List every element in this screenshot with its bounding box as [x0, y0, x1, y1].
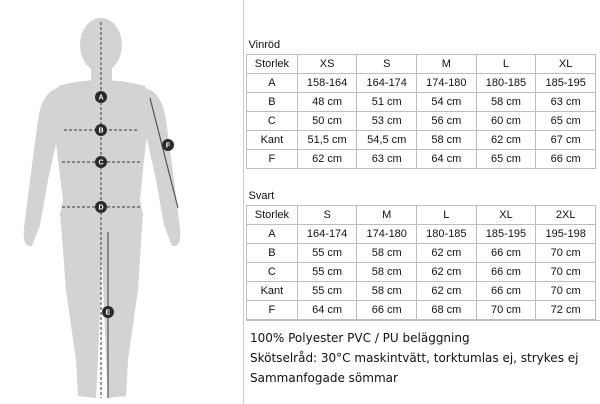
table-cell: 54 cm: [417, 93, 477, 112]
table-cell: 56 cm: [417, 112, 477, 131]
table-cell: 66 cm: [476, 282, 536, 301]
table-cell: 62 cm: [417, 263, 477, 282]
row-label: A: [247, 225, 298, 244]
table-cell: 51,5 cm: [297, 131, 357, 150]
table-row: [247, 301, 596, 320]
table-cell: 48 cm: [297, 93, 357, 112]
table-cell: 55 cm: [297, 263, 357, 282]
row-label: B: [247, 244, 298, 263]
header-cell: 2XL: [536, 206, 596, 225]
table-cell: 64 cm: [297, 301, 357, 320]
table-cell: 63 cm: [536, 93, 596, 112]
marker-a-icon: [95, 91, 107, 103]
header-cell: S: [357, 55, 417, 74]
header-cell: XS: [297, 55, 357, 74]
size-table-vinrod: [246, 36, 596, 169]
marker-c-icon: [95, 156, 107, 168]
table-cell: 70 cm: [536, 282, 596, 301]
table-cell: 185-195: [476, 225, 536, 244]
table-row: [247, 131, 596, 150]
table-cell: 62 cm: [297, 150, 357, 169]
table-cell: 174-180: [417, 74, 477, 93]
table-cell: 66 cm: [476, 244, 536, 263]
table-cell: 58 cm: [476, 93, 536, 112]
table-row: [247, 74, 596, 93]
table-cell: 68 cm: [417, 301, 477, 320]
table-cell: 62 cm: [417, 282, 477, 301]
material-text: 100% Polyester PVC / PU beläggning: [250, 331, 470, 345]
table-cell: 62 cm: [476, 131, 536, 150]
table-cell: 51 cm: [357, 93, 417, 112]
table-cell: 65 cm: [476, 150, 536, 169]
table-header-row: [247, 206, 596, 225]
row-label: C: [247, 263, 298, 282]
header-cell: Storlek: [247, 55, 298, 74]
row-label: B: [247, 93, 298, 112]
table-cell: 55 cm: [297, 244, 357, 263]
marker-b-icon: [95, 124, 107, 136]
row-label: Kant: [247, 131, 298, 150]
table-cell: 70 cm: [536, 263, 596, 282]
table-row: [247, 244, 596, 263]
marker-e-icon: [102, 306, 114, 318]
header-cell: S: [297, 206, 357, 225]
header-cell: M: [417, 55, 477, 74]
marker-f-icon: [162, 139, 174, 151]
header-cell: XL: [476, 206, 536, 225]
table-cell: 180-185: [417, 225, 477, 244]
svg-text:A: A: [98, 94, 104, 102]
row-label: F: [247, 150, 298, 169]
table-cell: 195-198: [536, 225, 596, 244]
row-label: Kant: [247, 282, 298, 301]
table-row: [247, 112, 596, 131]
table-cell: 64 cm: [417, 150, 477, 169]
table-cell: 158-164: [297, 74, 357, 93]
table-cell: 60 cm: [476, 112, 536, 131]
table-row: [247, 263, 596, 282]
table-cell: 174-180: [357, 225, 417, 244]
table-cell: 50 cm: [297, 112, 357, 131]
table-row: [247, 150, 596, 169]
panel-divider: [243, 0, 244, 404]
svg-text:D: D: [98, 204, 104, 212]
table-cell: 58 cm: [357, 263, 417, 282]
table-row: [247, 225, 596, 244]
table-cell: 164-174: [297, 225, 357, 244]
table-cell: 58 cm: [357, 282, 417, 301]
table-cell: 180-185: [476, 74, 536, 93]
table-cell: 66 cm: [476, 263, 536, 282]
header-cell: L: [417, 206, 477, 225]
svg-text:E: E: [105, 309, 111, 317]
care-text: Skötselråd: 30°C maskintvätt, torktumlas ej, strykes ej: [250, 351, 579, 365]
row-label: C: [247, 112, 298, 131]
table-row: [247, 282, 596, 301]
table-cell: 66 cm: [357, 301, 417, 320]
table-title-vinrod: Vinröd: [247, 36, 596, 55]
table-header-row: [247, 55, 596, 74]
header-cell: L: [476, 55, 536, 74]
table-cell: 164-174: [357, 74, 417, 93]
table-cell: 185-195: [536, 74, 596, 93]
table-cell: 70 cm: [476, 301, 536, 320]
product-info: [250, 328, 578, 388]
table-cell: 65 cm: [536, 112, 596, 131]
table-title-svart: Svart: [247, 187, 596, 206]
table-cell: 58 cm: [357, 244, 417, 263]
header-cell: Storlek: [247, 206, 298, 225]
marker-d-icon: [95, 201, 107, 213]
table-cell: 67 cm: [536, 131, 596, 150]
table-cell: 62 cm: [417, 244, 477, 263]
table-cell: 63 cm: [357, 150, 417, 169]
header-cell: M: [357, 206, 417, 225]
table-cell: 72 cm: [536, 301, 596, 320]
table-cell: 58 cm: [417, 131, 477, 150]
row-label: F: [247, 301, 298, 320]
table-cell: 55 cm: [297, 282, 357, 301]
svg-text:F: F: [165, 142, 171, 150]
svg-text:B: B: [98, 127, 104, 135]
body-measurement-figure: [0, 0, 245, 404]
table-cell: 54,5 cm: [357, 131, 417, 150]
info-divider: [246, 320, 600, 321]
svg-text:C: C: [98, 159, 104, 167]
table-cell: 53 cm: [357, 112, 417, 131]
table-cell: 70 cm: [536, 244, 596, 263]
table-row: [247, 93, 596, 112]
header-cell: XL: [536, 55, 596, 74]
size-table-svart: [246, 187, 596, 320]
table-cell: 66 cm: [536, 150, 596, 169]
row-label: A: [247, 74, 298, 93]
seams-text: Sammanfogade sömmar: [250, 371, 398, 385]
